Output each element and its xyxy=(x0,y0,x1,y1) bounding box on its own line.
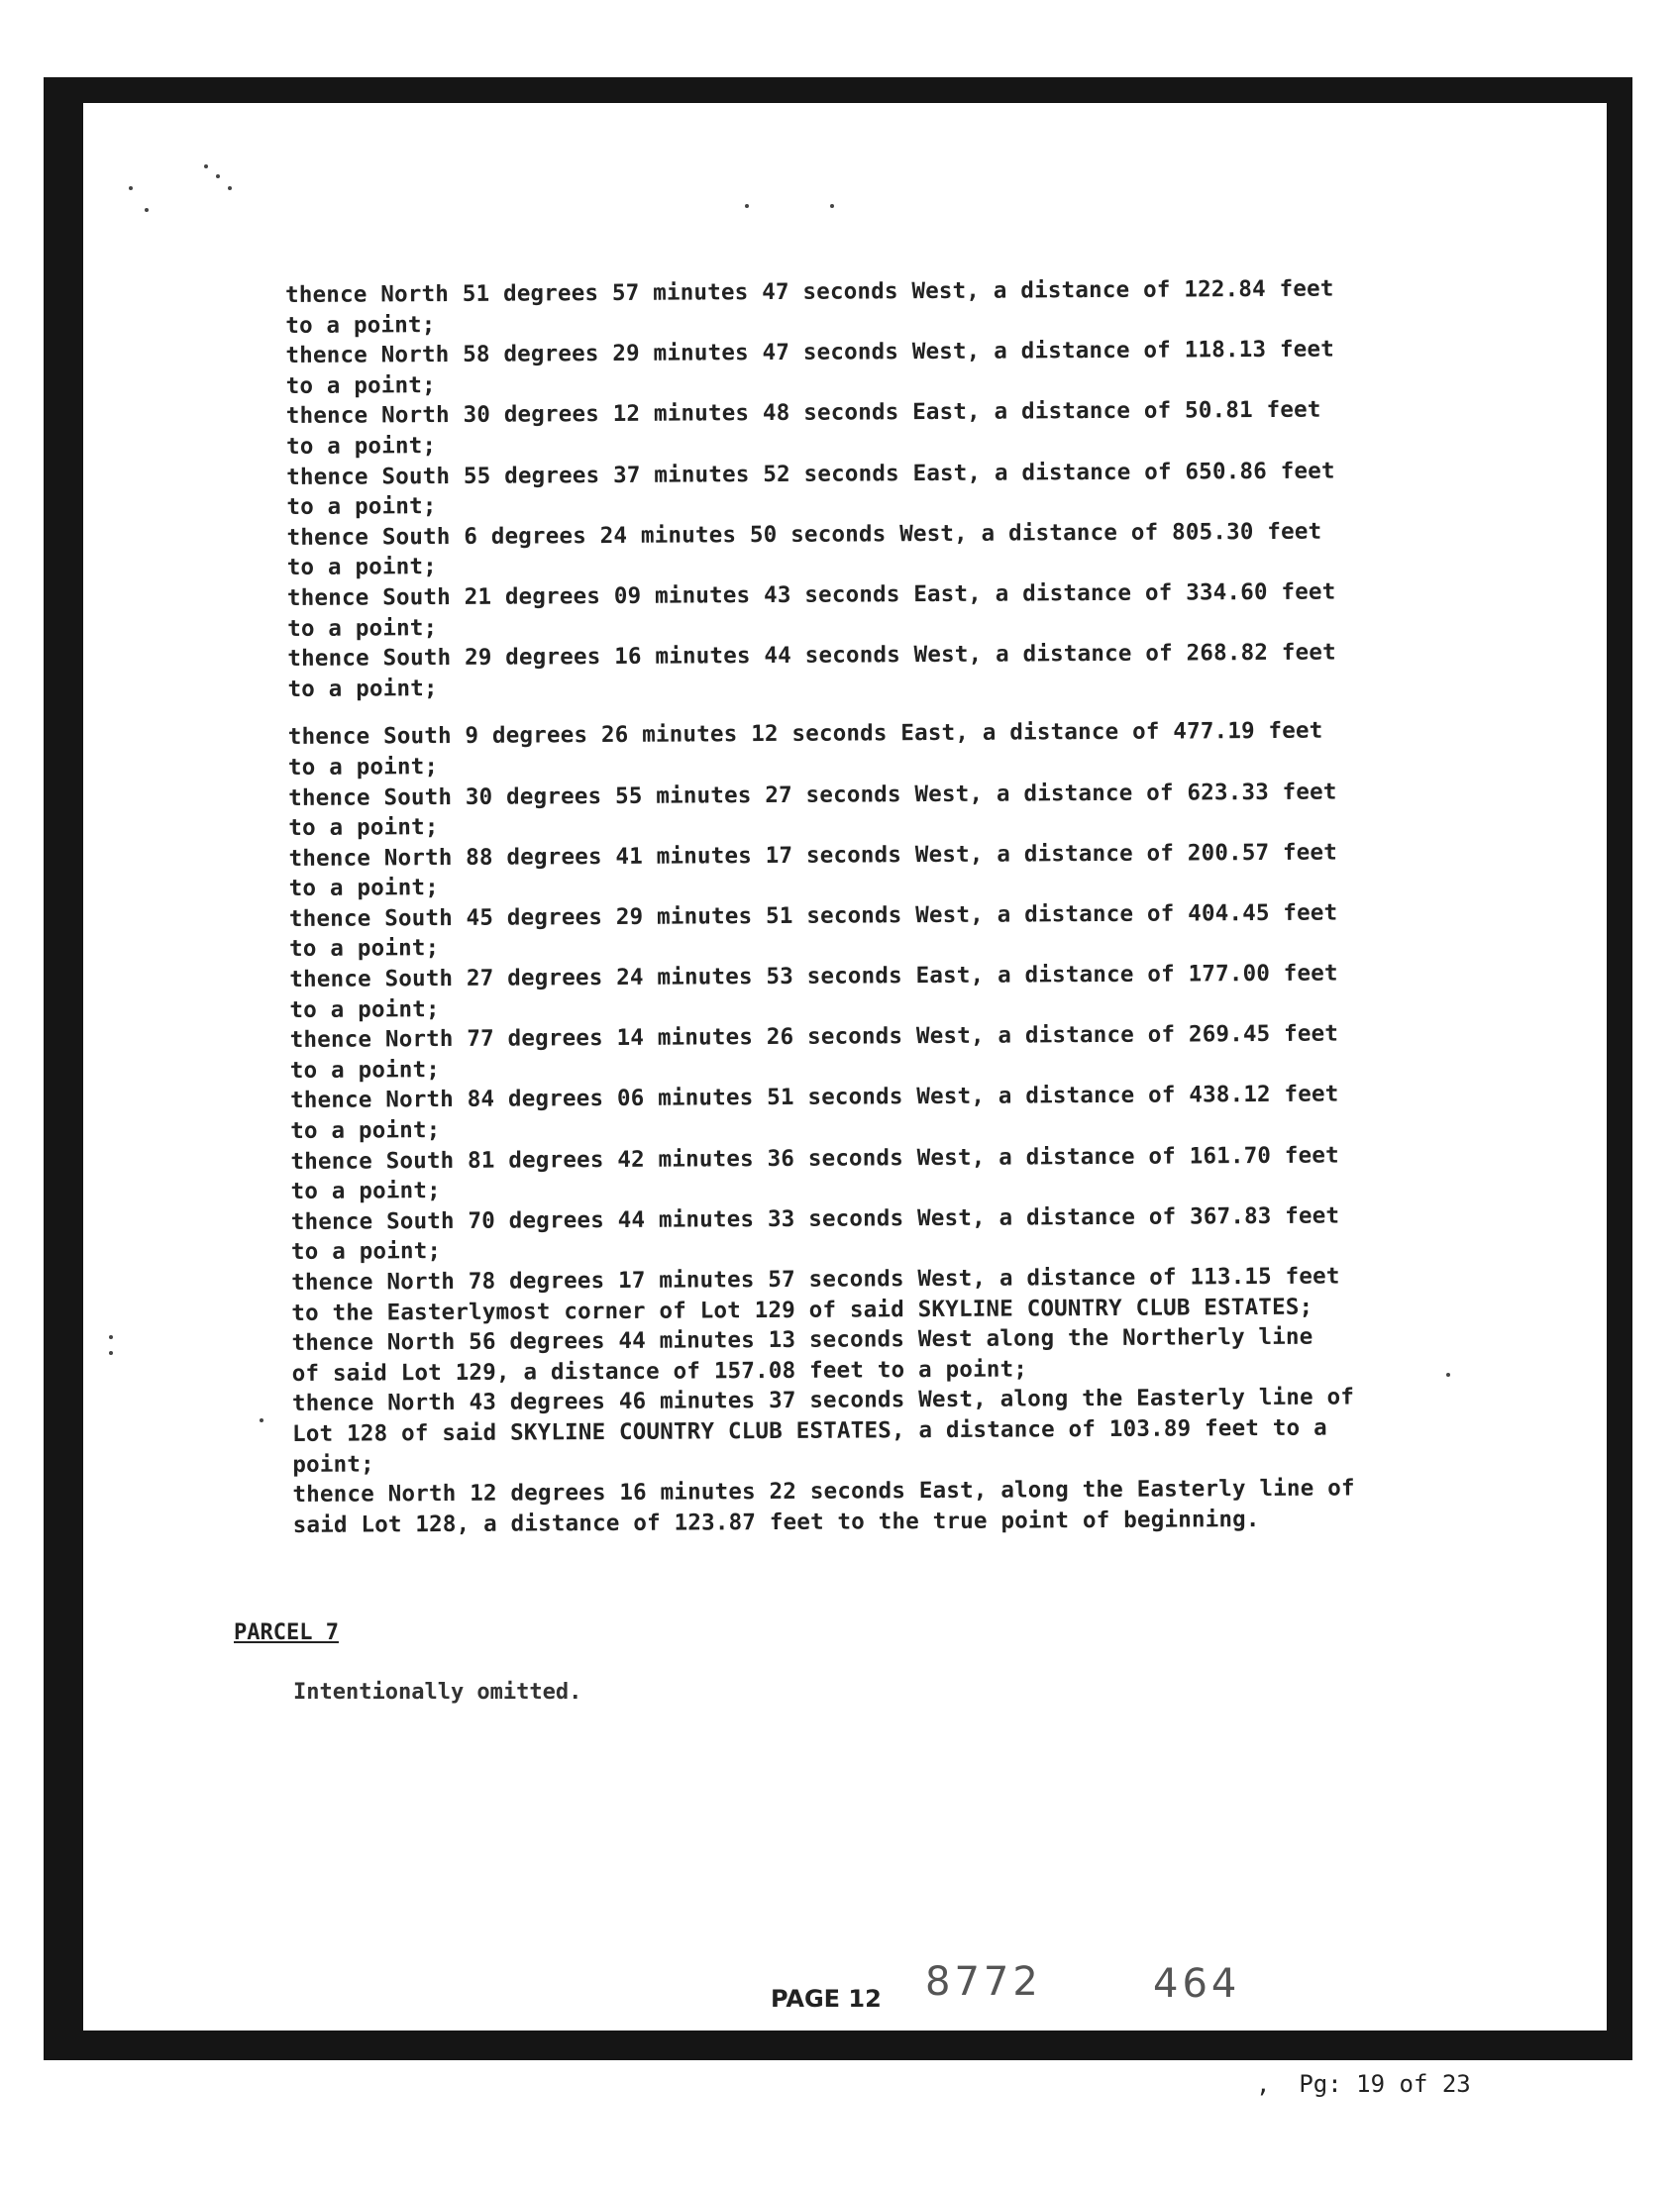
description-line: to a point; xyxy=(290,1117,441,1145)
page-counter: , Pg: 19 of 23 xyxy=(1256,2070,1471,2098)
page-number-stamp: 464 xyxy=(1153,1961,1241,2007)
description-line: to a point; xyxy=(285,433,437,460)
description-line: to the Easterlymost corner of Lot 129 of said SKYLINE COUNTRY CLUB ESTATES; xyxy=(291,1294,1313,1326)
description-line: thence North 78 degrees 17 minutes 57 seconds West, a distance of 113.15 feet xyxy=(291,1263,1340,1296)
description-line: to a point; xyxy=(287,675,438,702)
description-line: to a point; xyxy=(285,311,436,339)
description-line: thence South 9 degrees 26 minutes 12 seconds East, a distance of 477.19 feet xyxy=(287,717,1323,751)
description-line: thence North 30 degrees 12 minutes 48 seconds East, a distance of 50.81 feet xyxy=(285,396,1321,430)
description-line: to a point; xyxy=(286,554,438,581)
description-line: Lot 128 of said SKYLINE COUNTRY CLUB ESTATES, a distance of 103.89 feet to a xyxy=(292,1414,1327,1447)
scan-speck xyxy=(216,174,220,178)
description-line: thence South 29 degrees 16 minutes 44 seconds West, a distance of 268.82 feet xyxy=(287,639,1336,673)
description-line: of said Lot 129, a distance of 157.08 feet to a point; xyxy=(291,1356,1028,1387)
description-line: thence North 58 degrees 29 minutes 47 seconds West, a distance of 118.13 feet xyxy=(285,336,1334,369)
description-line: to a point; xyxy=(289,935,440,963)
scan-speck xyxy=(228,186,232,190)
description-line: thence North 77 degrees 14 minutes 26 seconds West, a distance of 269.45 feet xyxy=(289,1020,1339,1054)
description-line: thence South 30 degrees 55 minutes 27 seconds West, a distance of 623.33 feet xyxy=(288,779,1337,811)
description-line: to a point; xyxy=(288,814,439,842)
description-line: thence South 81 degrees 42 minutes 36 seconds West, a distance of 161.70 feet xyxy=(290,1142,1339,1175)
description-line: thence South 27 degrees 24 minutes 53 seconds East, a distance of 177.00 feet xyxy=(289,960,1338,993)
description-line: to a point; xyxy=(288,875,440,902)
description-line: to a point; xyxy=(287,614,438,642)
description-line: to a point; xyxy=(289,995,440,1023)
description-line: to a point; xyxy=(285,371,436,399)
description-line: to a point; xyxy=(289,1056,441,1084)
parcel-heading: PARCEL 7 xyxy=(234,1620,339,1645)
description-line: to a point; xyxy=(286,493,437,521)
description-line: thence North 84 degrees 06 minutes 51 seconds West, a distance of 438.12 feet xyxy=(289,1081,1339,1114)
description-line: thence North 56 degrees 44 minutes 13 seconds West along the Northerly line xyxy=(291,1323,1313,1357)
description-line: thence North 43 degrees 46 minutes 37 seconds West, along the Easterly line of xyxy=(291,1384,1355,1417)
parcel-note: Intentionally omitted. xyxy=(293,1680,582,1705)
scan-speck xyxy=(745,204,749,208)
scan-speck xyxy=(129,186,133,190)
description-line: thence South 21 degrees 09 minutes 43 seconds East, a distance of 334.60 feet xyxy=(286,578,1336,611)
description-line: thence South 45 degrees 29 minutes 51 seconds West, a distance of 404.45 feet xyxy=(288,899,1338,932)
description-line: to a point; xyxy=(287,753,439,781)
legal-description xyxy=(285,273,1502,1541)
scan-speck xyxy=(830,204,834,208)
scan-speck xyxy=(260,1418,263,1422)
description-line: thence North 51 degrees 57 minutes 47 seconds West, a distance of 122.84 feet xyxy=(285,275,1334,308)
scan-speck xyxy=(204,164,208,168)
scan-speck xyxy=(145,208,149,212)
description-line: point; xyxy=(292,1451,374,1478)
description-line: to a point; xyxy=(290,1178,441,1205)
page-label: PAGE 12 xyxy=(771,1985,882,2013)
description-line: thence South 6 degrees 24 minutes 50 seconds West, a distance of 805.30 feet xyxy=(286,518,1322,551)
description-line: to a point; xyxy=(290,1238,442,1266)
description-line: thence North 88 degrees 41 minutes 17 seconds West, a distance of 200.57 feet xyxy=(288,839,1338,872)
scan-speck xyxy=(109,1351,113,1355)
description-line: thence South 70 degrees 44 minutes 33 seconds West, a distance of 367.83 feet xyxy=(290,1202,1340,1235)
description-line: thence North 12 degrees 16 minutes 22 seconds East, along the Easterly line of xyxy=(292,1475,1355,1509)
book-number-stamp: 8772 xyxy=(925,1959,1042,2005)
description-line: said Lot 128, a distance of 123.87 feet to the true point of beginning. xyxy=(292,1506,1260,1538)
description-line: thence South 55 degrees 37 minutes 52 seconds East, a distance of 650.86 feet xyxy=(286,458,1335,490)
scan-speck xyxy=(109,1335,113,1339)
